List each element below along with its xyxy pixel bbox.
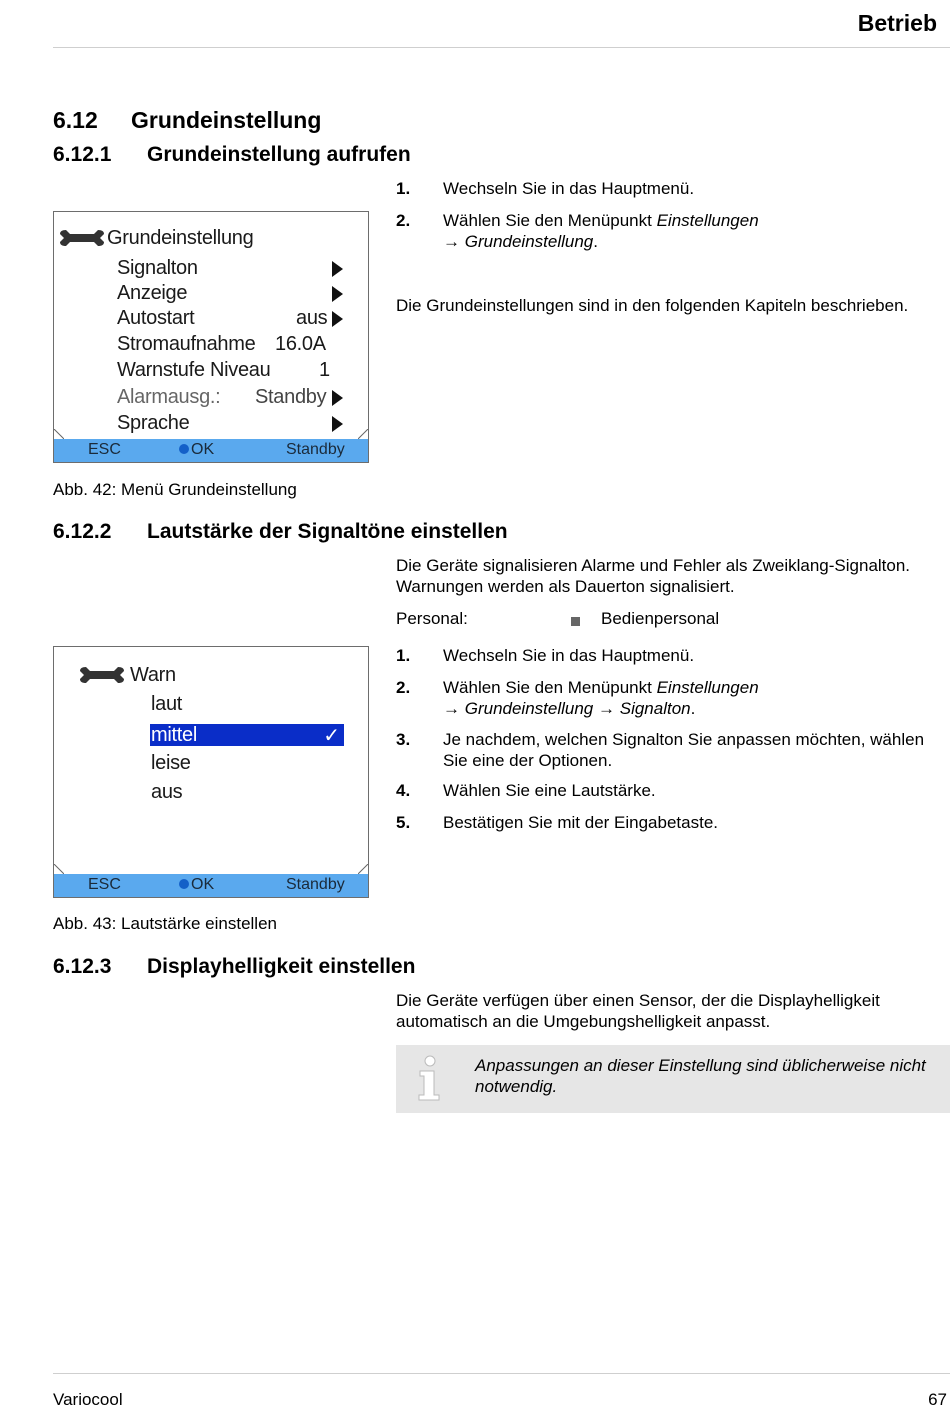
page-header-title: Betrieb	[857, 10, 937, 36]
option-leise: leise	[151, 752, 191, 774]
arrow-icon: →	[443, 699, 460, 718]
menu-item-label: Anzeige	[117, 282, 188, 304]
step-number: 3.	[396, 730, 411, 749]
display-title: Grundeinstellung	[107, 227, 254, 249]
corner-mark	[54, 864, 64, 874]
ok-label: OK	[191, 441, 215, 458]
display-title: Warn	[130, 664, 176, 686]
wrench-icon	[78, 665, 126, 685]
subsection-number: 6.12.1	[53, 143, 112, 166]
step-text-part: Wählen Sie den Menüpunkt	[443, 211, 657, 230]
dot-icon	[179, 444, 189, 454]
menu-path-item: Grundeinstellung	[464, 699, 594, 718]
chevron-right-icon	[332, 311, 343, 327]
esc-softkey: ESC	[88, 441, 121, 458]
paragraph: Die Grundeinstellungen sind in den folgenden Kapiteln beschrieben.	[396, 296, 909, 315]
corner-mark	[358, 429, 368, 439]
menu-item-label: Sprache	[117, 412, 190, 434]
step-number: 4.	[396, 781, 411, 800]
step-number: 1.	[396, 646, 411, 665]
arrow-icon: →	[443, 232, 460, 251]
footer-product: Variocool	[53, 1390, 123, 1409]
step-number: 2.	[396, 211, 411, 230]
step-number: 5.	[396, 813, 411, 832]
chevron-right-icon	[332, 261, 343, 277]
menu-path-item: Grundeinstellung	[464, 232, 594, 251]
step-text: Bestätigen Sie mit der Eingabetaste.	[443, 813, 718, 832]
figure-caption: Abb. 43: Lautstärke einstellen	[53, 914, 277, 933]
menu-item-label: Warnstufe Niveau	[117, 359, 271, 381]
chevron-right-icon	[332, 286, 343, 302]
menu-item-label: Alarmausg.:	[117, 386, 221, 408]
option-label: mittel	[151, 724, 197, 746]
corner-mark	[54, 429, 64, 439]
step-text: Wechseln Sie in das Hauptmenü.	[443, 646, 695, 665]
softkey-bar	[54, 439, 368, 462]
menu-item-label: Stromaufnahme	[117, 333, 256, 355]
ok-softkey	[179, 876, 214, 894]
paragraph: Die Geräte verfügen über einen Sensor, der die Displayhelligkeit automatisch an die Umgebungshelligkeit anpasst.	[396, 991, 880, 1031]
softkey-bar	[54, 874, 368, 897]
subsection-number: 6.12.3	[53, 955, 112, 978]
personal-label: Personal:	[396, 609, 468, 628]
subsection-number: 6.12.2	[53, 520, 112, 543]
menu-path-item: Signalton	[619, 699, 691, 718]
chevron-right-icon	[332, 390, 343, 406]
menu-item-value: aus	[296, 307, 328, 329]
subsection-title: Displayhelligkeit einstellen	[147, 955, 416, 978]
step-text-part: .	[593, 232, 598, 251]
esc-softkey: ESC	[88, 876, 121, 893]
step-text: Wählen Sie eine Lautstärke.	[443, 781, 656, 800]
ok-softkey	[179, 441, 214, 459]
step-text	[443, 210, 933, 252]
menu-path-item: Einstellungen	[656, 678, 759, 697]
option-mittel-selected	[150, 724, 344, 746]
menu-item-value: Standby	[255, 386, 327, 408]
option-aus: aus	[151, 781, 183, 803]
standby-softkey: Standby	[286, 441, 345, 458]
info-text: Anpassungen an dieser Einstellung sind üblicherweise nicht notwendig.	[475, 1056, 926, 1096]
section-title: Grundeinstellung	[131, 107, 322, 133]
step-text-part: Wählen Sie den Menüpunkt	[443, 678, 657, 697]
info-icon	[416, 1055, 442, 1101]
menu-item-label: Autostart	[117, 307, 195, 329]
step-text	[443, 677, 933, 719]
personal-value: Bedienpersonal	[601, 609, 720, 628]
arrow-icon: →	[598, 699, 615, 718]
menu-item-value: 1	[319, 359, 330, 381]
step-text: Je nachdem, welchen Signalton Sie anpassen möchten, wählen Sie eine der Optionen.	[443, 730, 925, 770]
step-text: Wechseln Sie in das Hauptmenü.	[443, 179, 695, 198]
option-laut: laut	[151, 693, 183, 715]
display-warn-volume	[53, 646, 369, 898]
dot-icon	[179, 879, 189, 889]
step-text-part: .	[690, 699, 696, 718]
standby-softkey: Standby	[286, 876, 345, 893]
display-grundeinstellung	[53, 211, 369, 463]
subsection-title: Grundeinstellung aufrufen	[147, 143, 411, 166]
step-number: 2.	[396, 678, 411, 697]
figure-caption: Abb. 42: Menü Grundeinstellung	[53, 480, 297, 499]
header-rule	[53, 47, 950, 48]
info-box	[396, 1045, 950, 1113]
ok-label: OK	[191, 876, 215, 893]
check-icon: ✓	[323, 725, 340, 747]
menu-path-item: Einstellungen	[656, 211, 759, 230]
paragraph: Die Geräte signalisieren Alarme und Fehler als Zweiklang-Signalton. Warnungen werden als Dauerton signalisiert.	[396, 556, 911, 596]
subsection-title: Lautstärke der Signaltöne einstellen	[147, 520, 508, 543]
step-number: 1.	[396, 179, 411, 198]
footer-rule	[53, 1373, 950, 1374]
corner-mark	[358, 864, 368, 874]
menu-item-value: 16.0A	[275, 333, 326, 355]
bullet-icon	[571, 613, 580, 631]
menu-item-label: Signalton	[117, 257, 198, 279]
chevron-right-icon	[332, 416, 343, 432]
section-number: 6.12	[53, 107, 98, 133]
wrench-icon	[58, 228, 106, 248]
page-number: 67	[928, 1390, 947, 1409]
